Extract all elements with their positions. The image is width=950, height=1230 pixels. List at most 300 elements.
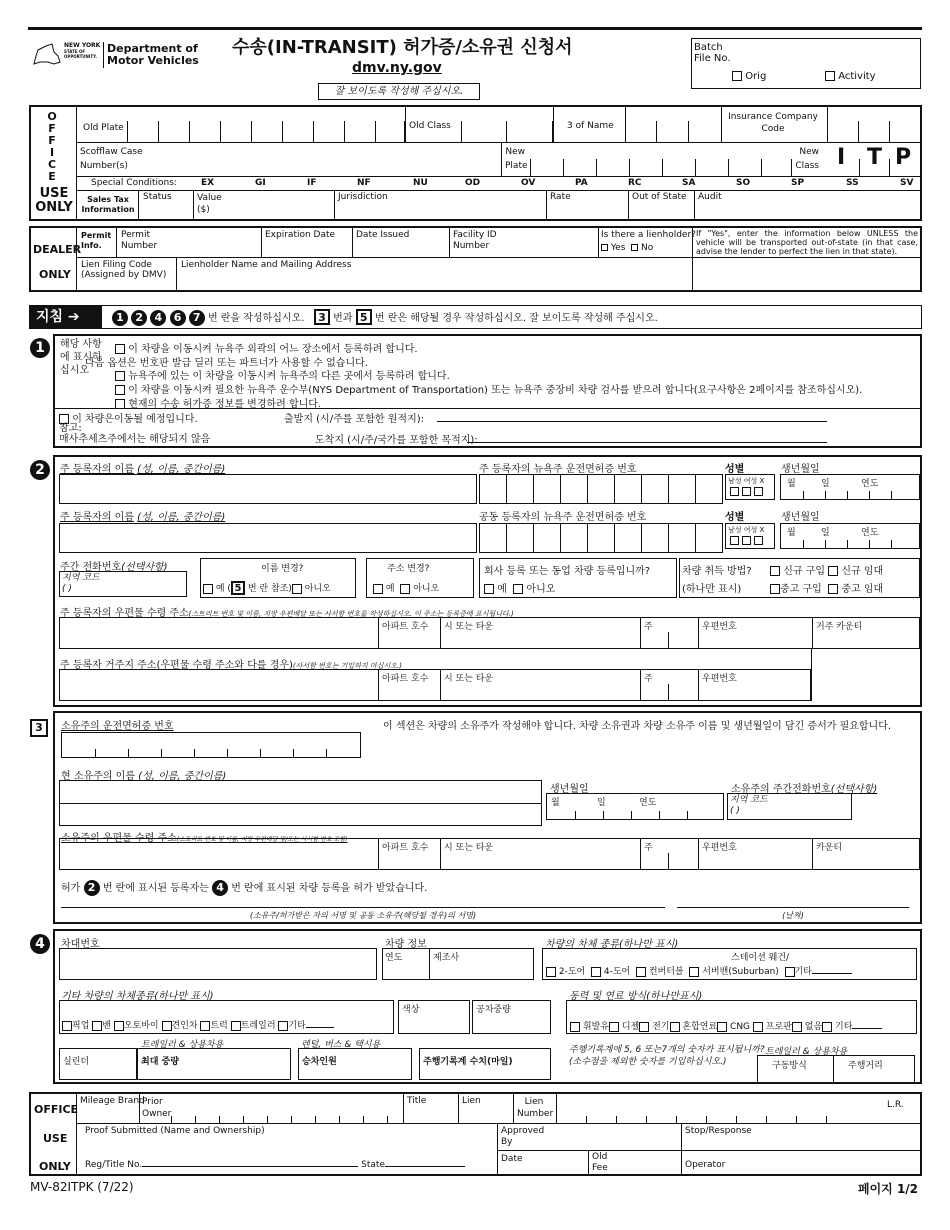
s3-mail-label: 소유주의 우편물 수령 주소 <box>61 833 177 844</box>
s3-owner-name-label: 현 소유주의 이름 <box>61 771 135 782</box>
s2-addr-change-label: 주소 변경? <box>387 564 430 574</box>
s2-sex-label: 성별 <box>725 464 745 475</box>
s2-dob-field[interactable] <box>780 474 920 500</box>
s1-intro3: 십시오 <box>60 365 89 376</box>
cond-sp: SP <box>791 178 805 188</box>
s2-reg-name2-field[interactable] <box>59 523 477 553</box>
s4-hybrid-checkbox[interactable] <box>670 1022 680 1032</box>
s3-state-label: 주 <box>644 843 653 853</box>
s4-empty-weight-field[interactable] <box>472 1000 551 1034</box>
sales-tax-information-label: Information <box>81 205 135 214</box>
footer-approved-label: Approved By <box>501 1126 545 1147</box>
s3-dob-label: 생년월일 <box>550 784 589 795</box>
s2-addr-yes-label: 예 <box>385 584 395 594</box>
s2-see-label: 번 란 참조) <box>247 584 292 594</box>
s1-origin-label: 출발지 (시/주를 포함한 원적지): <box>284 414 424 425</box>
s2-name-change-no-checkbox[interactable] <box>292 584 302 594</box>
s2-license-field[interactable] <box>479 474 723 504</box>
cond-gi: GI <box>255 178 266 188</box>
s4-suburban-label: 서버밴(Suburban) <box>702 967 779 977</box>
s1-opt1-note: 다음 옵션은 번호판 발급 딜러 또는 파트너가 사용할 수 없습니다. <box>85 358 368 369</box>
s3-year-label: 연도 <box>639 798 657 808</box>
s4-odometer-label: 주행기록계 수치(마일) <box>423 1057 513 1067</box>
lienholder-question: Is there a lienholder? <box>601 230 696 240</box>
s4-cng-label: CNG <box>730 1022 751 1032</box>
s2-res-city-label: 시 또는 타운 <box>444 674 494 684</box>
s4-seats-field[interactable] <box>298 1048 412 1080</box>
s4-other-body-type-label: 기타 차량의 차체종류(하나만 표시) <box>61 991 214 1002</box>
footer-mileage-brand: Mileage Brand <box>80 1096 145 1106</box>
s2-reg-name-field[interactable] <box>59 474 477 504</box>
office-vertical-label: O F F I C E <box>47 110 57 183</box>
s3-mail-field[interactable] <box>59 838 920 870</box>
insurance-code-label: Code <box>761 124 785 134</box>
lienholder-yes-checkbox[interactable] <box>601 244 608 251</box>
s4-wagon-label: 스테이션 웨건/ <box>731 953 790 963</box>
s1-origin-field[interactable] <box>437 409 827 422</box>
footer-prior-label: Prior <box>142 1097 163 1107</box>
s3-dob-field[interactable] <box>546 793 724 820</box>
new-plate-new-label: New <box>505 147 525 157</box>
footer-reg-title-label: Reg/Title No. <box>85 1160 143 1170</box>
s4-body-label: 차량의 차체 종류(하나만 표시) <box>545 939 679 950</box>
value-label: Value <box>197 193 222 203</box>
s1-opt3-checkbox[interactable] <box>115 385 125 395</box>
s2-zip-label: 우편번호 <box>702 622 737 632</box>
s4-gas-label: 휘발유 <box>582 1022 609 1032</box>
s2-x-label: X <box>759 477 765 485</box>
instr-circle-4: 4 <box>150 310 166 326</box>
insurance-label: Insurance Company <box>728 112 818 122</box>
s2-res-apt-label: 아파트 호수 <box>382 674 429 684</box>
s2-female-checkbox[interactable] <box>742 487 751 496</box>
s2-license-label: 주 등록자의 뉴욕주 운전면허증 번호 <box>479 464 637 475</box>
s2-name-change-yes-checkbox[interactable] <box>203 584 213 594</box>
itp-p: P <box>895 145 912 170</box>
s2-reg-name2-label: 주 등록자의 이름 <box>60 512 134 523</box>
s2-month-label: 월 <box>787 479 796 489</box>
s4-4door-label: 4-도어 <box>603 967 631 977</box>
s4-convertible-label: 컨버터블 <box>648 967 684 977</box>
footer-reg-title-field[interactable] <box>142 1166 358 1167</box>
footer-use-label: USE <box>43 1132 68 1145</box>
lienholder-yes-label: Yes <box>610 243 626 253</box>
s3-permit-a: 허가 <box>61 883 81 894</box>
footer-old-fee-label: Old Fee <box>592 1152 608 1173</box>
s2-x-checkbox[interactable] <box>754 487 763 496</box>
s3-area-label: 지역 코드 <box>730 795 768 805</box>
s3-phone-optional: (선택사항) <box>830 784 878 795</box>
s4-suburban-checkbox[interactable] <box>689 967 699 977</box>
s2-phone-field[interactable] <box>59 571 187 597</box>
value-dollar: ($) <box>197 205 210 215</box>
s3-mail-hint: (스트리트 번호 및 이름, 지방 우편배달 및/또는 사서함 번호 포함) <box>176 836 348 843</box>
s4-drive-label: 구동방식 <box>772 1061 807 1071</box>
s2-acquire-label: 차량 취득 방법? <box>682 566 752 577</box>
s4-motorcycle-label: 오토바이 <box>123 1021 159 1031</box>
s4-diesel-label: 디젤 <box>621 1022 640 1032</box>
s3-permit-b: 번 란에 표시된 등록자는 <box>102 883 209 894</box>
use-only-label: USE ONLY <box>35 186 73 215</box>
expiration-label: Expiration Date <box>265 230 336 240</box>
s2-used-lease-label: 중고 임대 <box>841 584 884 595</box>
jurisdiction-label: Jurisdiction <box>338 192 388 202</box>
s4-none-checkbox[interactable] <box>792 1022 802 1032</box>
instr-square-5: 5 <box>356 309 372 325</box>
footer-title-label: Title <box>407 1096 427 1106</box>
footer-lien-number-label: Lien Number <box>517 1097 554 1119</box>
special-conditions-label: Special Conditions: <box>91 178 177 188</box>
s2-x2-label: X <box>759 526 765 534</box>
s2-day2-label: 일 <box>821 528 830 538</box>
dept-line1: Department of <box>107 42 198 55</box>
s2-name-change-no-label: 아니오 <box>304 584 331 594</box>
s2-new-lease-checkbox[interactable] <box>828 566 838 576</box>
s3-zip-label: 우편번호 <box>702 843 737 853</box>
cond-ov: OV <box>521 178 536 188</box>
s2-new-lease-label: 신규 임대 <box>841 566 884 577</box>
orig-label: Orig <box>745 71 767 82</box>
s2-company-yes-checkbox[interactable] <box>484 584 494 594</box>
s2-res-zip-label: 우편번호 <box>702 674 737 684</box>
cond-sv: SV <box>900 178 914 188</box>
scofflaw-numbers-label: Number(s) <box>80 161 128 171</box>
instr-square-3: 3 <box>314 309 330 325</box>
s3-day-label: 일 <box>597 798 606 808</box>
s4-motorcycle-checkbox[interactable] <box>114 1021 124 1031</box>
footer-only-label: ONLY <box>39 1160 71 1173</box>
s2-dob2-field[interactable] <box>780 523 920 549</box>
s4-electric-checkbox[interactable] <box>639 1022 649 1032</box>
s2-mail-addr-field[interactable] <box>59 617 920 649</box>
s2-used-buy-checkbox[interactable] <box>770 584 780 594</box>
s1-towed-label: 이 차량은이동될 예정입니다. <box>72 414 198 425</box>
s2-company-no-checkbox[interactable] <box>513 584 523 594</box>
s2-state-label: 주 <box>644 622 653 632</box>
status-label: Status <box>143 192 172 202</box>
batch-label: Batch <box>694 42 723 53</box>
cond-rc: RC <box>628 178 642 188</box>
s2-res-hint: (사서함 번호는 기입하지 마십시오.) <box>292 662 402 670</box>
s2-male-label: 남성 <box>728 477 742 485</box>
old-plate-label: Old Plate <box>83 123 124 133</box>
s2-x2-checkbox[interactable] <box>754 536 763 545</box>
s3-note: 이 섹션은 차량의 소유주가 작성해야 합니다. 차량 소유권과 차량 소유주 이름 및 생년월일이 담긴 증서가 필요합니다. <box>383 721 892 732</box>
s3-signature-line[interactable] <box>61 896 665 908</box>
s3-month-label: 월 <box>551 798 560 808</box>
s4-4door-checkbox[interactable] <box>591 967 601 977</box>
s2-used-lease-checkbox[interactable] <box>828 584 838 594</box>
s4-empty-weight-label: 공차중량 <box>476 1005 511 1015</box>
s4-fuel-label: 동력 및 연료 방식(하나만표시) <box>569 991 703 1002</box>
section3-box <box>53 711 922 924</box>
old-class-label: Old Class <box>409 121 451 131</box>
instructions-label: 지침 ➔ <box>30 306 102 328</box>
s4-cng-checkbox[interactable] <box>717 1022 727 1032</box>
s2-area-code-label: 지역 코드 <box>62 573 100 583</box>
s2-female2-label: 여성 <box>743 526 758 534</box>
s3-owner-license-label: 소유주의 운전면허증 번호 <box>61 721 174 732</box>
s4-van-checkbox[interactable] <box>92 1021 102 1031</box>
s2-dob2-label: 생년월일 <box>781 512 820 523</box>
s4-body-field <box>542 948 917 980</box>
s3-owner-license-field[interactable] <box>61 732 361 758</box>
old-plate-boxes[interactable] <box>127 115 405 143</box>
s4-vehicle-info-field[interactable] <box>382 948 534 980</box>
s4-pickup-label: 픽업 <box>72 1021 90 1031</box>
s4-trailer-comm-label: 트레일러 & 상용차용 <box>141 1040 224 1050</box>
dmv-url[interactable]: dmv.ny.gov <box>352 60 442 76</box>
s3-date-caption: (날짜) <box>782 911 804 920</box>
s2-phone-optional: (선택사항) <box>121 562 168 573</box>
legible-note: 잘 보이도록 작성해 주십시오. <box>318 83 480 100</box>
s3-owner-name-field[interactable] <box>59 780 542 826</box>
cond-nf: NF <box>357 178 371 188</box>
activity-checkbox[interactable] <box>825 71 835 81</box>
s2-city-label: 시 또는 타운 <box>444 622 494 632</box>
new-class-new-label: New <box>799 147 819 157</box>
instr-circle-1: 1 <box>112 310 128 326</box>
instr-text3: 번 란은 해당될 경우 작성하십시오. 잘 보이도록 작성해 주십시오. <box>374 313 658 324</box>
three-of-name-label: 3 of Name <box>567 121 614 131</box>
s2-female-label: 여성 <box>743 477 758 485</box>
s1-dest-field[interactable] <box>467 430 827 443</box>
dept-line2: Motor Vehicles <box>107 54 199 67</box>
s2-five-ref: 5 <box>231 581 245 595</box>
s4-color-field[interactable] <box>398 1000 470 1034</box>
s2-company-yes-label: 예 <box>497 584 507 595</box>
activity-label: Activity <box>838 71 876 82</box>
s4-other-vehicle-checkbox[interactable] <box>278 1021 288 1031</box>
cond-so: SO <box>736 178 751 188</box>
nys-map-icon <box>32 42 62 68</box>
s2-male2-label: 남성 <box>728 526 742 534</box>
batch-box <box>691 38 921 89</box>
s2-day-label: 일 <box>821 479 830 489</box>
section2-marker: 2 <box>30 460 50 480</box>
s2-name-change-label: 이름 변경? <box>261 564 304 574</box>
section4-marker: 4 <box>30 934 50 954</box>
orig-checkbox[interactable] <box>732 71 742 81</box>
cond-od: OD <box>465 178 481 188</box>
footer-state-field[interactable] <box>385 1166 465 1167</box>
lien-filing-code-label: Lien Filing Code (Assigned by DMV) <box>81 260 167 280</box>
itp-i: I <box>837 145 846 170</box>
s3-circle-2: 2 <box>84 880 100 896</box>
s2-apt-label: 아파트 호수 <box>382 622 429 632</box>
facility-label: Facility ID Number <box>453 230 497 251</box>
s2-yes-see-label: 예 ( <box>215 584 231 594</box>
s3-city-label: 시 또는 타운 <box>444 843 494 853</box>
s2-license2-label: 공동 등록자의 뉴욕주 운전면허증 번호 <box>479 512 647 523</box>
cond-ss: SS <box>846 178 859 188</box>
nys-logo <box>32 42 104 72</box>
s4-rental-label: 렌털, 버스 & 택시용 <box>301 1040 381 1050</box>
footer-office-label: OFFICE <box>34 1103 79 1116</box>
new-plate-boxes[interactable] <box>530 151 792 177</box>
form-title: 수송(IN-TRANSIT) 허가증/소유권 신청서 <box>232 37 573 58</box>
s4-other-body-checkbox[interactable] <box>785 967 795 977</box>
office-use-block <box>29 105 922 221</box>
s4-hybrid-label: 혼합연료 <box>682 1022 718 1032</box>
s4-cylinder-label: 실린더 <box>63 1057 90 1067</box>
s2-male-checkbox[interactable] <box>730 487 739 496</box>
instr-circle-2: 2 <box>131 310 147 326</box>
s4-cylinder-field[interactable] <box>59 1048 137 1080</box>
scofflaw-label: Scofflaw Case <box>80 147 143 157</box>
out-of-state-label: Out of State <box>632 192 687 202</box>
s3-signature-caption: (소유주/허가받은 자의 서명 및 공동 소유주(해당될 경우)의 서명) <box>249 911 477 920</box>
s2-month2-label: 월 <box>787 528 796 538</box>
s2-area-paren: ( ) <box>62 584 72 594</box>
footer-lien-label: Lien <box>462 1096 481 1106</box>
section2-box <box>53 455 922 707</box>
s2-addr-yes-checkbox[interactable] <box>373 584 383 594</box>
s2-sex2-label: 성별 <box>725 512 745 523</box>
s4-fuel-field <box>566 1000 917 1034</box>
footer-stop-label: Stop/Response <box>685 1126 752 1136</box>
section1-marker: 1 <box>30 338 50 358</box>
section1-box <box>53 334 922 448</box>
instructions-bar <box>29 305 922 329</box>
s1-opt1-checkbox[interactable] <box>115 344 125 354</box>
s4-2door-label: 2-도어 <box>558 967 586 977</box>
s2-male2-checkbox[interactable] <box>730 536 739 545</box>
s3-apt-label: 아파트 호수 <box>382 843 429 853</box>
s2-mail-hint: (스트리트 번호 및 이름, 지방 우편배달 또는 사서함 번호를 작성하십시오. 이 주소는 등록증에 표시됩니다.) <box>188 610 514 618</box>
s1-note-label: 참고: <box>59 423 82 434</box>
s4-make-label: 제조사 <box>433 953 460 963</box>
s2-reg-name-label: 주 등록자의 이름 <box>60 464 134 475</box>
s2-year-label: 연도 <box>861 479 879 489</box>
s2-addr-no-checkbox[interactable] <box>400 584 410 594</box>
s2-used-buy-label: 중고 구입 <box>780 584 822 595</box>
section4-box <box>53 929 922 1084</box>
page-number: 페이지 1/2 <box>858 1182 919 1196</box>
s4-electric-label: 전기 <box>652 1022 670 1032</box>
instr-circle-6: 6 <box>170 310 186 326</box>
permit-number-label: Permit Number <box>121 230 158 251</box>
section3-marker: 3 <box>30 719 48 737</box>
s4-propane-checkbox[interactable] <box>753 1022 763 1032</box>
top-rule <box>28 27 922 30</box>
footer-operator-label: Operator <box>685 1160 726 1170</box>
dealer-block <box>29 226 922 292</box>
s1-intro1: 해당 사항 <box>60 339 102 350</box>
s2-phone-label: 주간 전화번호 <box>60 562 122 573</box>
s4-tow-checkbox[interactable] <box>162 1021 172 1031</box>
s2-res-addr-label: 주 등록자 거주지 주소(우편물 수령 주소와 다를 경우) <box>60 660 293 671</box>
s4-other-body-label: 기타 <box>794 967 812 977</box>
agency-line1: NEW YORK <box>64 42 101 49</box>
lienholder-no-checkbox[interactable] <box>631 244 638 251</box>
date-issued-label: Date Issued <box>356 230 410 240</box>
s4-other-fuel-checkbox[interactable] <box>822 1022 832 1032</box>
dealer-label: DEALER <box>33 243 82 256</box>
agency-line2: STATE OF <box>64 49 86 54</box>
s4-truck-checkbox[interactable] <box>200 1021 210 1031</box>
new-plate-label: Plate <box>505 161 528 171</box>
s3-circle-4: 4 <box>212 880 228 896</box>
lienholder-instructions: If "Yes", enter the information below UNLESS the vehicle will be transported out-of-state (in that case, advise the lender to perfect the lien in that state). <box>696 229 918 256</box>
s2-company-label: 회사 등록 또는 동업 차량 등록입니까? <box>484 566 651 577</box>
instr-text2: 번과 <box>333 313 353 324</box>
itp-class <box>831 145 920 177</box>
s4-other-fuel-label: 기타 <box>835 1022 853 1032</box>
s1-opt2-label: 뉴욕주에 있는 이 차량을 이동시켜 뉴욕주의 다른 곳에서 등록하려 합니다. <box>128 371 450 382</box>
s2-res-state-label: 주 <box>644 674 653 684</box>
s1-intro2: 에 표시하 <box>60 352 102 363</box>
s2-dob-label: 생년월일 <box>781 464 820 475</box>
s4-none-label: 없음 <box>804 1022 823 1032</box>
s4-odometer-field[interactable] <box>419 1048 551 1080</box>
footer-owner-label: Owner <box>142 1109 172 1119</box>
s4-max-weight-label: 최대 중량 <box>141 1057 179 1067</box>
s4-truck-label: 트럭 <box>210 1021 228 1031</box>
s4-2door-checkbox[interactable] <box>546 967 556 977</box>
s2-female2-checkbox[interactable] <box>742 536 751 545</box>
sales-tax-label: Sales Tax <box>87 195 129 204</box>
s4-odometer-question: 주행기록계에 5, 6 또는7개의 숫자가 표시됩니까? (소수점을 제외한 숫자를 기입하십시오.) <box>569 1045 765 1067</box>
s2-company-no-label: 아니오 <box>526 584 556 595</box>
lienholder-no-label: No <box>641 243 654 253</box>
s3-area-paren: ( ) <box>730 806 740 816</box>
s4-convertible-checkbox[interactable] <box>636 967 646 977</box>
s2-new-buy-checkbox[interactable] <box>770 566 780 576</box>
s1-opt2-checkbox[interactable] <box>115 371 125 381</box>
s4-year-label: 연도 <box>385 953 403 963</box>
rate-label: Rate <box>550 192 571 202</box>
footer-proof-label: Proof Submitted (Name and Ownership) <box>85 1126 265 1136</box>
lienholder-name-label: Lienholder Name and Mailing Address <box>181 260 352 270</box>
s1-mass-note: 매사추세츠주에서는 해당되지 않음 <box>59 434 211 445</box>
s4-trailer-checkbox[interactable] <box>231 1021 241 1031</box>
s3-phone-label: 소유주의 주간전화번호 <box>731 784 831 795</box>
s2-license2-field[interactable] <box>479 523 723 553</box>
instr-text1: 번 란을 작성하십시오. <box>207 313 305 324</box>
form-number: MV-82ITPK (7/22) <box>30 1180 134 1194</box>
s3-date-line[interactable] <box>677 896 909 908</box>
s2-mark-one: (하나만 표시) <box>682 584 742 595</box>
file-no-label: File No. <box>694 53 731 64</box>
instr-circle-7: 7 <box>189 310 205 326</box>
footer-date-label: Date <box>501 1154 523 1164</box>
s4-pickup-checkbox[interactable] <box>62 1021 72 1031</box>
s4-diesel-checkbox[interactable] <box>609 1022 619 1032</box>
s2-county-label: 거주 카운티 <box>816 622 863 632</box>
s4-van-label: 밴 <box>102 1021 111 1031</box>
s2-name-hint: (성, 이름, 중간이름) <box>137 464 226 475</box>
cond-if: IF <box>307 178 317 188</box>
cond-ex: EX <box>201 178 215 188</box>
s2-mail-addr-label: 주 등록자의 우편물 수령 주소 <box>60 608 189 619</box>
cond-nu: NU <box>413 178 428 188</box>
s4-seats-label: 승차인원 <box>302 1057 337 1067</box>
s1-dest-label: 도착지 (시/주/국가를 포함한 목적지): <box>315 435 478 446</box>
s2-name-hint2: (성, 이름, 중간이름) <box>137 512 226 523</box>
s4-max-weight-field[interactable] <box>137 1048 291 1080</box>
s4-vin-field[interactable] <box>59 948 377 980</box>
s3-phone-field[interactable] <box>727 793 852 820</box>
s4-gas-checkbox[interactable] <box>570 1022 580 1032</box>
s2-res-addr-field[interactable] <box>59 669 811 701</box>
s4-other-vehicle-label: 기타 <box>288 1021 306 1031</box>
footer-office-block <box>29 1092 922 1176</box>
s4-propane-label: 프로판 <box>765 1022 792 1032</box>
s4-vehicle-info-label: 차량 정보 <box>385 939 427 950</box>
s3-county-label: 카운티 <box>816 843 843 853</box>
itp-t: T <box>867 145 883 170</box>
